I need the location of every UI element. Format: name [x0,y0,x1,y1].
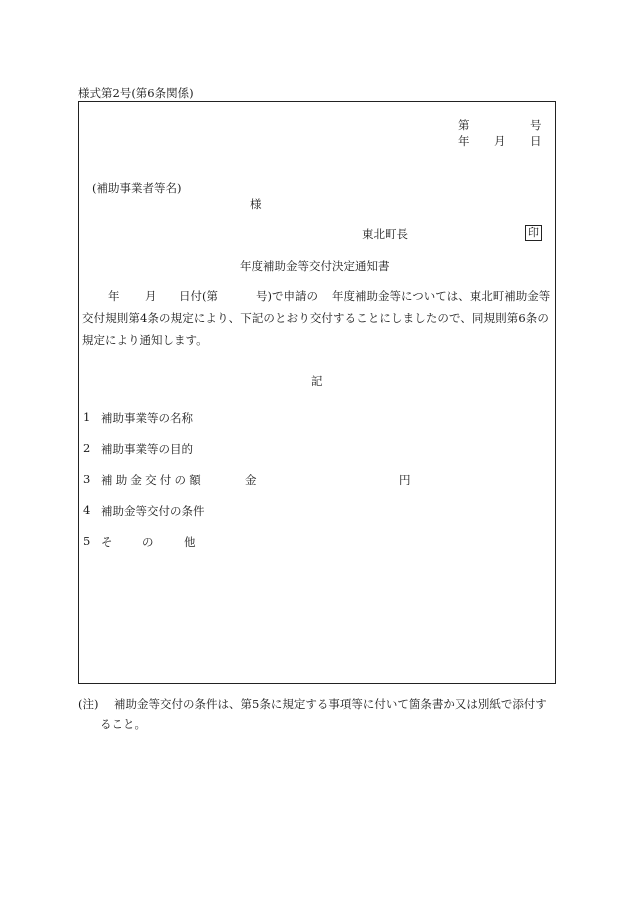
item-label: 補助金交付の額 [101,473,204,487]
amount-kin: 金 [245,473,257,487]
body-hizuke: 日付(第 [179,289,218,303]
body-line2: 交付規則第4条の規定により、下記のとおり交付することにしましたので、同規則第6条の [82,311,549,325]
note-line2: ること。 [100,717,146,731]
item-number: 5 [83,534,91,548]
header-go: 号 [530,118,542,132]
item-label-part: そ [101,535,113,549]
form-label: 様式第2号(第6条関係) [78,86,194,100]
header-nen: 年 [458,134,470,148]
body-nen: 年 [108,289,120,303]
body-line3: 規定により通知します。 [82,333,208,347]
item-number: 1 [83,410,91,424]
recipient-honorific: 様 [250,197,262,211]
body-line1-rest: 年度補助金等については、東北町補助金等 [332,289,551,303]
item-number: 2 [83,441,91,455]
item-label-part: の [142,535,154,549]
item-number: 4 [83,503,91,517]
body-go: 号)で申請の [256,289,318,303]
ki-heading: 記 [311,374,323,388]
item-label-part: 他 [184,535,196,549]
item-label: 補助事業等の名称 [101,411,193,425]
recipient-name-placeholder: (補助事業者等名) [92,181,182,195]
issuer-title: 東北町長 [362,227,408,241]
item-label: 補助金等交付の条件 [101,504,205,518]
note-line1: 補助金等交付の条件は、第5条に規定する事項等に付いて箇条書か又は別紙で添付す [114,697,547,711]
amount-en: 円 [399,473,411,487]
body-tsuki: 月 [145,289,157,303]
header-hi: 日 [530,134,542,148]
document-title: 年度補助金等交付決定通知書 [240,259,390,273]
note-prefix: (注) [78,697,99,711]
seal-mark: 印 [525,225,542,241]
header-tsuki: 月 [494,134,506,148]
header-dai: 第 [458,118,470,132]
item-label: 補助事業等の目的 [101,442,193,456]
item-number: 3 [83,472,91,486]
